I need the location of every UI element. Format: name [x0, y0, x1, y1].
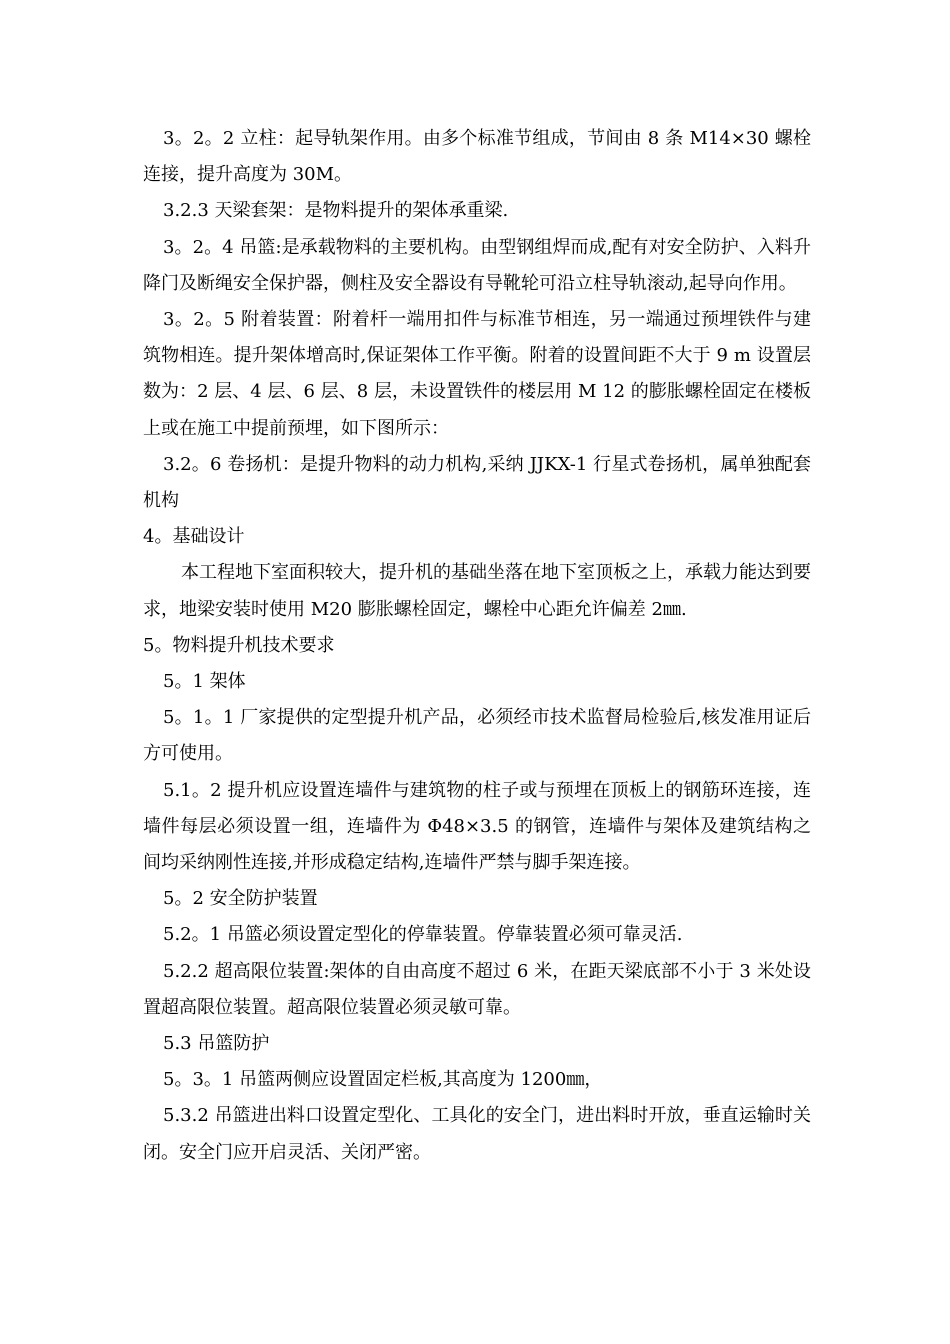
paragraph-3-2-6: 3.2。6 卷扬机：是提升物料的动力机构,采纳 JJKX-1 行星式卷扬机，属单独配套机构	[143, 453, 811, 512]
section-heading-5: 5。物料提升机技术要求	[143, 634, 335, 656]
paragraph-5-2-1: 5.2。1 吊篮必须设置定型化的停靠装置。停靠装置必须可靠灵活.	[163, 924, 683, 946]
paragraph-foundation: 本工程地下室面积较大，提升机的基础坐落在地下室顶板之上，承载力能达到要求，地梁安装时使用 M20 膨胀螺栓固定，螺栓中心距允许偏差 2㎜.	[143, 562, 811, 620]
section-heading-4: 4。基础设计	[143, 526, 245, 548]
subheading-5-1: 5。1 架体	[163, 671, 246, 693]
paragraph-5-1-2: 5.1。2 提升机应设置连墙件与建筑物的柱子或与预埋在顶板上的钢筋环连接，连墙件每层必须设置一组，连墙件为 Φ48×3.5 的钢管，连墙件与架体及建筑结构之间均采纳刚性连接,并形成稳定结构,连墙件严禁与脚手架连接。	[143, 779, 811, 874]
paragraph-3-2-3: 3.2.3 天梁套架：是物料提升的架体承重梁.	[163, 200, 509, 222]
subheading-5-2: 5。2 安全防护装置	[163, 888, 318, 910]
paragraph-5-3-1: 5。3。1 吊篮两侧应设置固定栏板,其高度为 1200㎜，	[163, 1069, 603, 1091]
paragraph-5-1-1: 5。1。1 厂家提供的定型提升机产品，必须经市技术监督局检验后,核发准用证后方可使用。	[143, 707, 811, 765]
paragraph-5-3-2: 5.3.2 吊篮进出料口设置定型化、工具化的安全门，进出料时开放，垂直运输时关闭。安全门应开启灵活、关闭严密。	[143, 1105, 811, 1163]
paragraph-5-2-2: 5.2.2 超高限位装置:架体的自由高度不超过 6 米，在距天梁底部不小于 3 米处设置超高限位装置。超高限位装置必须灵敏可靠。	[143, 960, 811, 1018]
subheading-5-3: 5.3 吊篮防护	[163, 1033, 270, 1055]
paragraph-3-2-4: 3。2。4 吊篮:是承载物料的主要机构。由型钢组焊而成,配有对安全防护、入料升降门及断绳安全保护器，侧柱及安全器设有导靴轮可沿立柱导轨滚动,起导向作用。	[143, 236, 811, 294]
document-body	[143, 121, 811, 1171]
paragraph-3-2-2: 3。2。2 立柱：起导轨架作用。由多个标准节组成，节间由 8 条 M14×30 螺栓连接，提升高度为 30M。	[143, 128, 811, 186]
paragraph-3-2-5: 3。2。5 附着装置：附着杆一端用扣件与标准节相连，另一端通过预埋铁件与建筑物相连。提升架体增高时,保证架体工作平衡。附着的设置间距不大于 9 m 设置层数为：2 层、4 层、6 层、8 层，未设置铁件的楼层用 M 12 的膨胀螺栓固定在楼板上或在施工中提前预埋，如下图所示：	[143, 309, 811, 439]
